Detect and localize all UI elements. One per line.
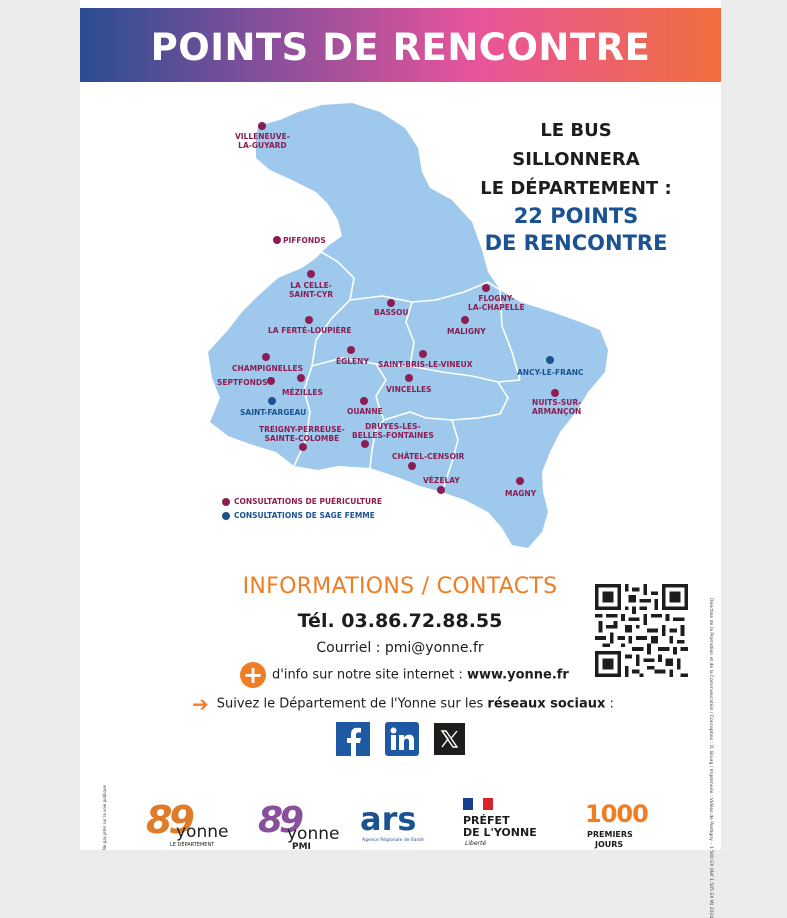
logo-sub: PMI bbox=[292, 842, 311, 852]
place-label: CHÂTEL-CENSOIR bbox=[392, 452, 465, 461]
logo-mark: 89 bbox=[146, 798, 191, 842]
french-flag-icon bbox=[463, 798, 493, 810]
place-label: VILLENEUVE- LA-GUYARD bbox=[235, 132, 290, 150]
qr-code[interactable] bbox=[595, 584, 688, 677]
dot-treigny bbox=[299, 443, 307, 451]
dot-mezilles bbox=[297, 374, 305, 382]
place-label: LA CELLE- SAINT-CYR bbox=[289, 281, 334, 299]
banner-title: POINTS DE RENCONTRE bbox=[150, 26, 651, 69]
dot-egleny bbox=[347, 346, 355, 354]
logo-name: yonne bbox=[287, 824, 340, 844]
dot-nuits-sur-armancon bbox=[551, 389, 559, 397]
legend-label: CONSULTATIONS DE PUÉRICULTURE bbox=[234, 497, 382, 506]
website-row bbox=[240, 662, 569, 688]
place-label: TREIGNY-PERREUSE- SAINTE-COLOMBE bbox=[259, 425, 345, 443]
dot-ancy-le-franc bbox=[546, 356, 554, 364]
place-label: NUITS-SUR- ARMANÇON bbox=[532, 398, 582, 416]
place-label: CHAMPIGNELLES bbox=[232, 364, 303, 373]
social-prefix: Suivez le Département de l'Yonne sur les bbox=[216, 696, 488, 712]
dot-saint-fargeau bbox=[268, 397, 276, 405]
flyer-sheet bbox=[80, 0, 721, 918]
legend-dot-sage-femme bbox=[222, 512, 230, 520]
dot-saint-bris-le-vineux bbox=[419, 350, 427, 358]
yonne-departement-logo bbox=[146, 798, 228, 850]
phone-number[interactable]: Tél. 03.86.72.88.55 bbox=[297, 610, 503, 632]
dot-maligny bbox=[461, 316, 469, 324]
logo-mark: 89 bbox=[258, 800, 301, 841]
legend-puericulture bbox=[222, 497, 382, 506]
legend-dot-puericulture bbox=[222, 498, 230, 506]
place-label: MÉZILLES bbox=[282, 388, 323, 397]
logo-mark: ars bbox=[360, 800, 417, 838]
place-label: BASSOU bbox=[374, 308, 409, 317]
dot-bassou bbox=[387, 299, 395, 307]
plus-icon: + bbox=[240, 662, 266, 688]
dot-vezelay bbox=[437, 486, 445, 494]
logo-name: yonne bbox=[176, 822, 229, 842]
prefet-motto: Liberté bbox=[465, 840, 487, 847]
website-link[interactable]: www.yonne.fr bbox=[466, 667, 569, 683]
dot-magny bbox=[516, 477, 524, 485]
dot-vincelles bbox=[405, 374, 413, 382]
place-label: FLOGNY- LA-CHAPELLE bbox=[468, 294, 525, 312]
social-row bbox=[192, 692, 614, 716]
arrow-right-icon: ➔ bbox=[192, 692, 209, 716]
place-label: DRUYES-LES- BELLES-FONTAINES bbox=[352, 422, 434, 440]
mille-jours-line2: JOURS bbox=[595, 840, 624, 849]
litter-note: Ne pas jeter sur la voie publique bbox=[102, 785, 107, 850]
contacts-title: INFORMATIONS / CONTACTS bbox=[242, 574, 558, 599]
yonne-pmi-logo bbox=[258, 800, 340, 850]
logo-sub: LE DÉPARTEMENT bbox=[170, 842, 215, 848]
facebook-icon[interactable] bbox=[336, 722, 370, 756]
x-icon[interactable] bbox=[434, 723, 465, 755]
dot-druyes bbox=[361, 440, 369, 448]
dot-flogny-la-chapelle bbox=[482, 284, 490, 292]
legend-label: CONSULTATIONS DE SAGE FEMME bbox=[234, 511, 375, 520]
dot-septfonds bbox=[267, 377, 275, 385]
dot-la-celle-saint-cyr bbox=[307, 270, 315, 278]
social-suffix: : bbox=[605, 696, 614, 712]
place-label: PIFFONDS bbox=[283, 236, 326, 245]
place-label: MAGNY bbox=[505, 489, 537, 498]
dot-ouanne bbox=[360, 397, 368, 405]
place-label: MALIGNY bbox=[447, 327, 486, 336]
place-label: ANCY-LE-FRANC bbox=[517, 368, 584, 377]
headline-line2: LE DÉPARTEMENT : bbox=[480, 178, 672, 199]
place-label: SEPTFONDS bbox=[217, 378, 268, 387]
dot-chatel-censoir bbox=[408, 462, 416, 470]
ars-logo bbox=[360, 800, 440, 850]
place-markers bbox=[80, 0, 721, 560]
mille-jours-number: 1000 bbox=[585, 800, 648, 828]
place-label: SAINT-FARGEAU bbox=[240, 408, 307, 417]
prefet-yonne-logo bbox=[463, 798, 553, 850]
headline-line3: 22 POINTS bbox=[513, 204, 639, 228]
credits-note: Direction de la Promotion et de la Communication / Conception : D. Bourg / Imprimerie : Vidéos de Pontigny – 1 500 EX (Réf 1.505 EX M) 2024 bbox=[708, 598, 713, 918]
mille-jours-line1: PREMIERS bbox=[587, 830, 633, 839]
dot-piffonds bbox=[273, 236, 281, 244]
headline-line4: DE RENCONTRE bbox=[484, 231, 668, 255]
mille-jours-logo bbox=[585, 800, 648, 850]
website-prefix: d'info sur notre site internet : bbox=[272, 667, 467, 683]
place-label: LA FERTÉ-LOUPIÈRE bbox=[268, 326, 352, 335]
social-bold: réseaux sociaux bbox=[487, 696, 606, 712]
prefet-line1: PRÉFET bbox=[463, 814, 510, 827]
place-label: VINCELLES bbox=[386, 385, 432, 394]
place-label: ÉGLENY bbox=[336, 357, 369, 366]
place-label: VÉZELAY bbox=[423, 476, 460, 485]
place-label: OUANNE bbox=[347, 407, 383, 416]
headline-line1: LE BUS SILLONNERA bbox=[512, 120, 640, 170]
prefet-line2: DE L'YONNE bbox=[463, 826, 537, 839]
linkedin-icon[interactable] bbox=[385, 722, 419, 756]
dot-champignelles bbox=[262, 353, 270, 361]
legend-sage-femme bbox=[222, 511, 375, 520]
place-label: SAINT-BRIS-LE-VINEUX bbox=[378, 360, 473, 369]
dot-la-ferte-loupiere bbox=[305, 316, 313, 324]
logo-sub: Agence Régionale de Santé bbox=[362, 838, 424, 843]
dot-villeneuve-la-guyard bbox=[258, 122, 266, 130]
email-address[interactable]: Courriel : pmi@yonne.fr bbox=[316, 640, 484, 656]
